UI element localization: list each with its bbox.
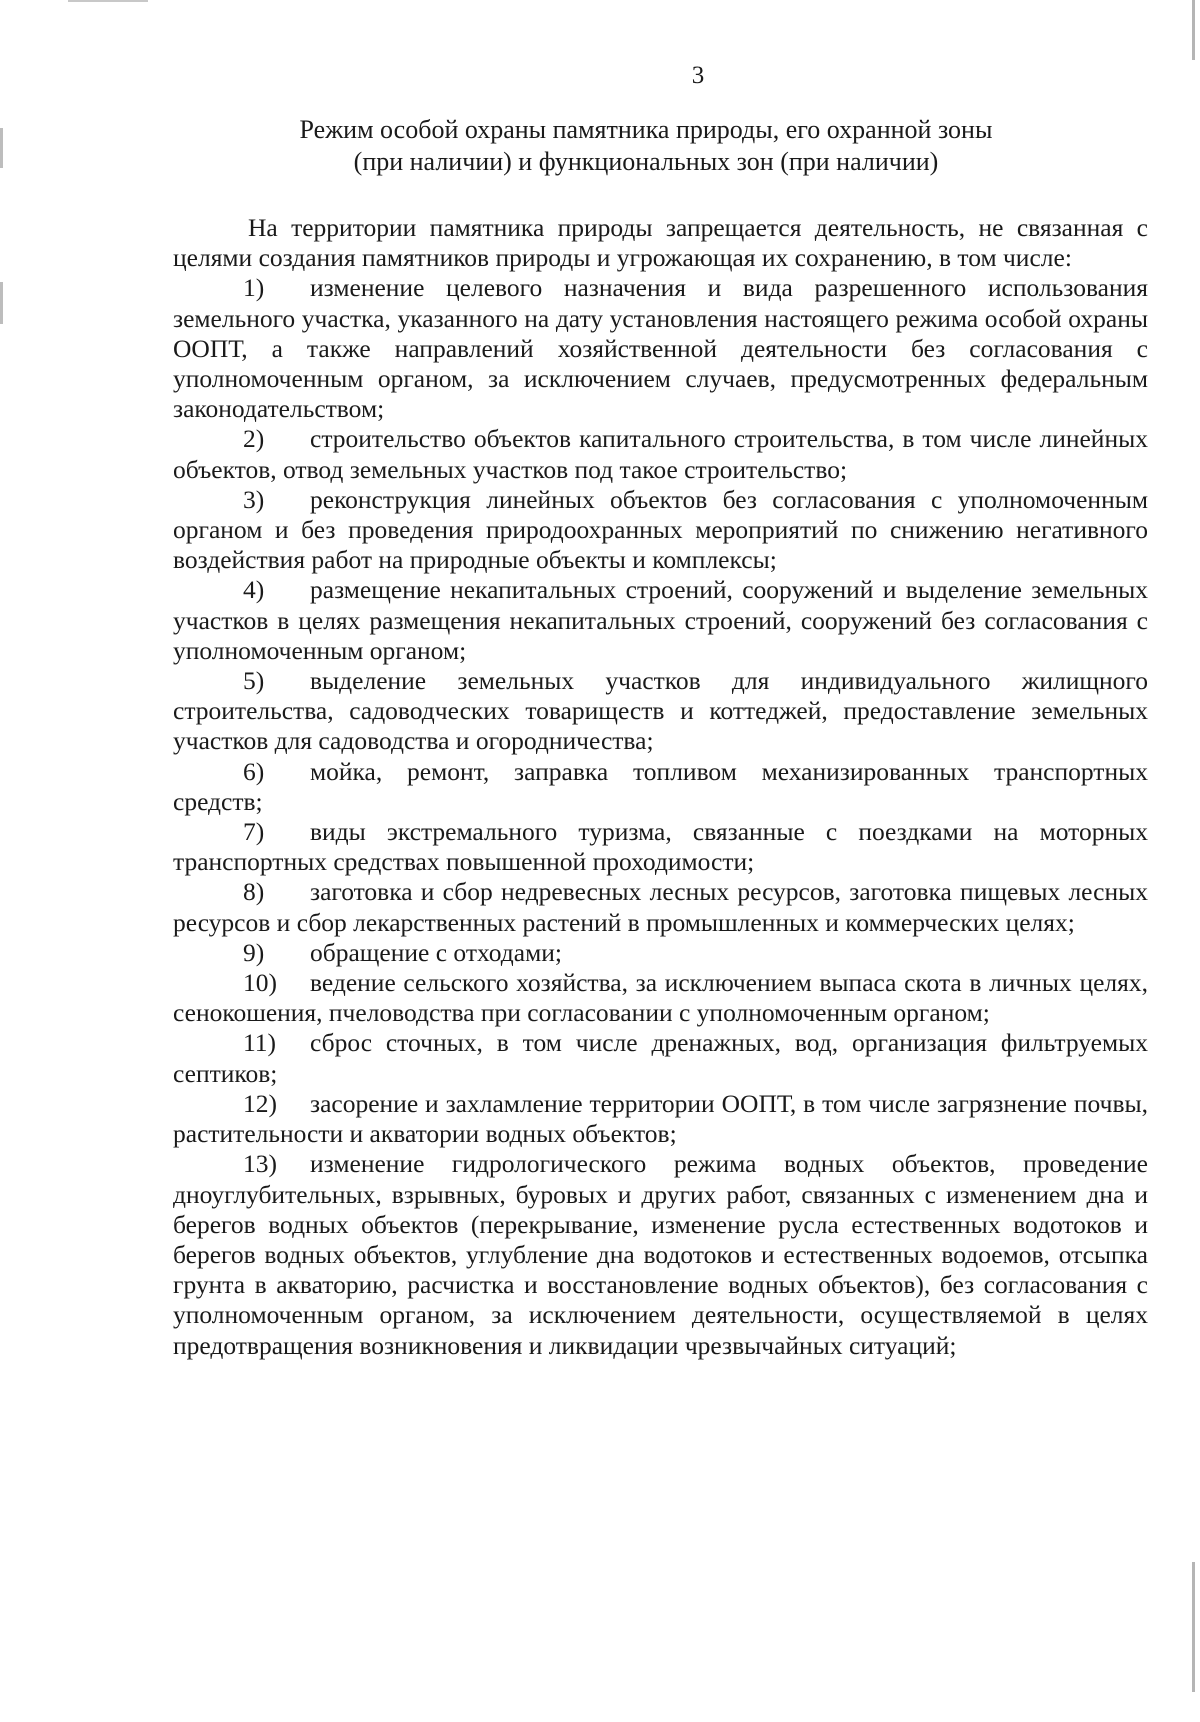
scan-edge-mark <box>0 282 3 324</box>
list-item <box>173 817 1148 877</box>
list-item-text: обращение с отходами; <box>310 937 562 967</box>
list-item-number: 7) <box>243 817 265 847</box>
list-item-number: 13) <box>243 1149 277 1179</box>
section-heading <box>240 114 1052 178</box>
list-item-number: 8) <box>243 877 265 907</box>
list-item-text: виды экстремального туризма, связанные с поездками на моторных транспортных средствах повышенной проходимости; <box>173 817 1148 877</box>
list-item-number: 11) <box>243 1028 277 1058</box>
list-item <box>173 485 1148 576</box>
scan-edge-mark <box>1192 0 1195 60</box>
list-item-number: 1) <box>243 273 265 303</box>
list-item-text: изменение гидрологического режима водных объектов, проведение дноуглубительных, взрывных, буровых и других работ, связанных с изменением дна и берегов водных объектов (перекрывание, изменение русла естественных водотоков и берегов водных объектов, углубление дна водотоков и естественных водоемов, отсыпка грунта в акваторию, расчистка и восстановление водных объектов), без согласования с уполномоченным органом, за исключением деятельности, осуществляемой в целях предотвращения возникновения и ликвидации чрезвычайных ситуаций; <box>173 1149 1148 1360</box>
list-item-text: сброс сточных, в том числе дренажных, вод, организация фильтруемых септиков; <box>173 1028 1148 1088</box>
document-body <box>173 213 1148 1361</box>
list-item-text: выделение земельных участков для индивидуального жилищного строительства, садоводческих товариществ и коттеджей, предоставление земельных участков для садоводства и огородничества; <box>173 666 1148 756</box>
list-item <box>173 757 1148 817</box>
list-item-text: заготовка и сбор недревесных лесных ресурсов, заготовка пищевых лесных ресурсов и сбор лекарственных растений в промышленных и коммерческих целях; <box>173 877 1148 937</box>
intro-paragraph: На территории памятника природы запрещается деятельность, не связанная с целями создания памятников природы и угрожающая их сохранению, в том числе: <box>173 213 1148 273</box>
list-item-text: изменение целевого назначения и вида разрешенного использования земельного участка, указанного на дату установления настоящего режима особой охраны ООПТ, а также направлений хозяйственной деятельности без согласования с уполномоченным органом, за исключением случаев, предусмотренных федеральным законодательством; <box>173 273 1148 424</box>
scan-edge-mark <box>68 0 148 2</box>
list-item <box>173 1089 1148 1149</box>
list-item-number: 12) <box>243 1088 277 1118</box>
list-item <box>173 968 1148 1028</box>
list-item-number: 4) <box>243 575 265 605</box>
list-item-number: 9) <box>243 937 265 967</box>
list-item-number: 2) <box>243 424 265 454</box>
list-item-text: мойка, ремонт, заправка топливом механизированных транспортных средств; <box>173 756 1148 816</box>
page-number: 3 <box>691 62 705 89</box>
list-item <box>173 575 1148 666</box>
list-item-text: засорение и захламление территории ООПТ, в том числе загрязнение почвы, растительности и акватории водных объектов; <box>173 1088 1148 1149</box>
list-item-text: размещение некапитальных строений, сооружений и выделение земельных участков в целях размещения некапитальных строений, сооружений без согласования с уполномоченным органом; <box>173 575 1148 665</box>
list-item <box>173 938 1148 968</box>
list-item <box>173 424 1148 484</box>
list-item <box>173 877 1148 937</box>
list-item-number: 5) <box>243 666 265 696</box>
list-item-number: 3) <box>243 484 265 514</box>
list-item <box>173 666 1148 757</box>
list-item-text: строительство объектов капитального строительства, в том числе линейных объектов, отвод земельных участков под такое строительство; <box>173 424 1148 484</box>
heading-line-2: (при наличии) и функциональных зон (при наличии) <box>353 147 939 176</box>
list-item-number: 6) <box>243 756 265 786</box>
list-item-number: 10) <box>243 968 277 998</box>
list-item-text: ведение сельского хозяйства, за исключением выпаса скота в личных целях, сенокошения, пчеловодства при согласовании с уполномоченным органом; <box>173 968 1148 1028</box>
scan-edge-mark <box>0 128 3 168</box>
list-item-text: реконструкция линейных объектов без согласования с уполномоченным органом и без проведения природоохранных мероприятий по снижению негативного воздействия работ на природные объекты и комплексы; <box>173 484 1148 575</box>
heading-line-1: Режим особой охраны памятника природы, его охранной зоны <box>299 115 993 144</box>
list-item <box>173 1149 1148 1360</box>
list-item <box>173 273 1148 424</box>
list-item <box>173 1028 1148 1088</box>
scan-edge-mark <box>1192 1562 1195 1692</box>
